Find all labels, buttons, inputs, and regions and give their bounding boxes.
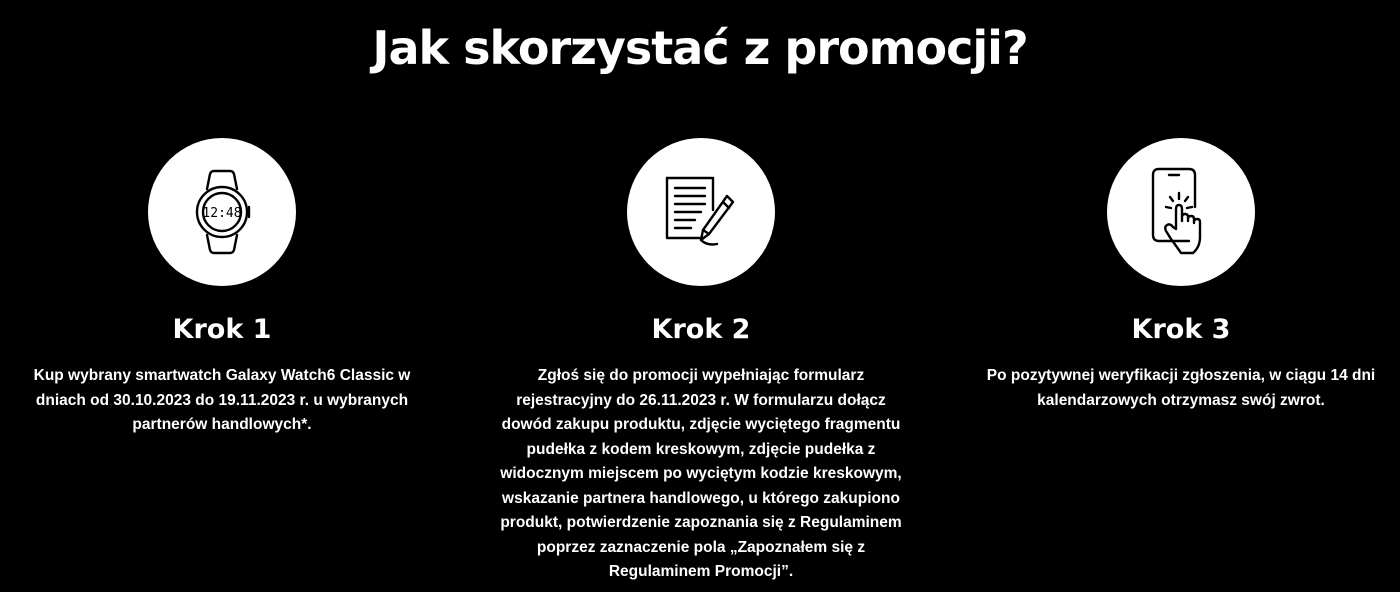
step-3-icon-circle <box>1107 138 1255 286</box>
step-3 <box>941 138 1400 413</box>
step-1-text: Kup wybrany smartwatch Galaxy Watch6 Classic w dniach od 30.10.2023 do 19.11.2023 r. u wybranych partnerów handlowych*. <box>33 367 411 433</box>
step-2 <box>461 138 941 585</box>
step-1-title: Krok 1 <box>172 314 272 345</box>
smartwatch-icon <box>187 169 257 255</box>
step-2-text: Zgłoś się do promocji wypełniając formularz rejestracyjny do 26.11.2023 r. W formularzu dołącz dowód zakupu produktu, zdjęcie wyciętego fragmentu pudełka z kodem kreskowym, zdjęcie pudełka z widocznym miejscem po wyciętym kodzie kreskowym, wskazanie partnera handlowego, u którego zakupiono produkt, potwierdzenie zapoznania się z Regulaminem poprzez zaznaczenie pola „Zapoznałem się z Regulaminem Promocji”. <box>500 367 902 580</box>
phone-tap-icon <box>1149 167 1213 257</box>
document-pen-icon <box>663 174 739 250</box>
step-3-text: Po pozytywnej weryfikacji zgłoszenia, w ciągu 14 dni kalendarzowych otrzymasz swój zwrot. <box>986 367 1376 409</box>
step-2-icon-circle <box>627 138 775 286</box>
watch-time-label: 12:48 <box>202 206 242 221</box>
step-1 <box>0 138 462 438</box>
step-3-title: Krok 3 <box>1131 314 1231 345</box>
step-2-title: Krok 2 <box>651 314 751 345</box>
step-1-icon-circle <box>148 138 296 286</box>
page-title: Jak skorzystać z promocji? <box>372 21 1028 75</box>
